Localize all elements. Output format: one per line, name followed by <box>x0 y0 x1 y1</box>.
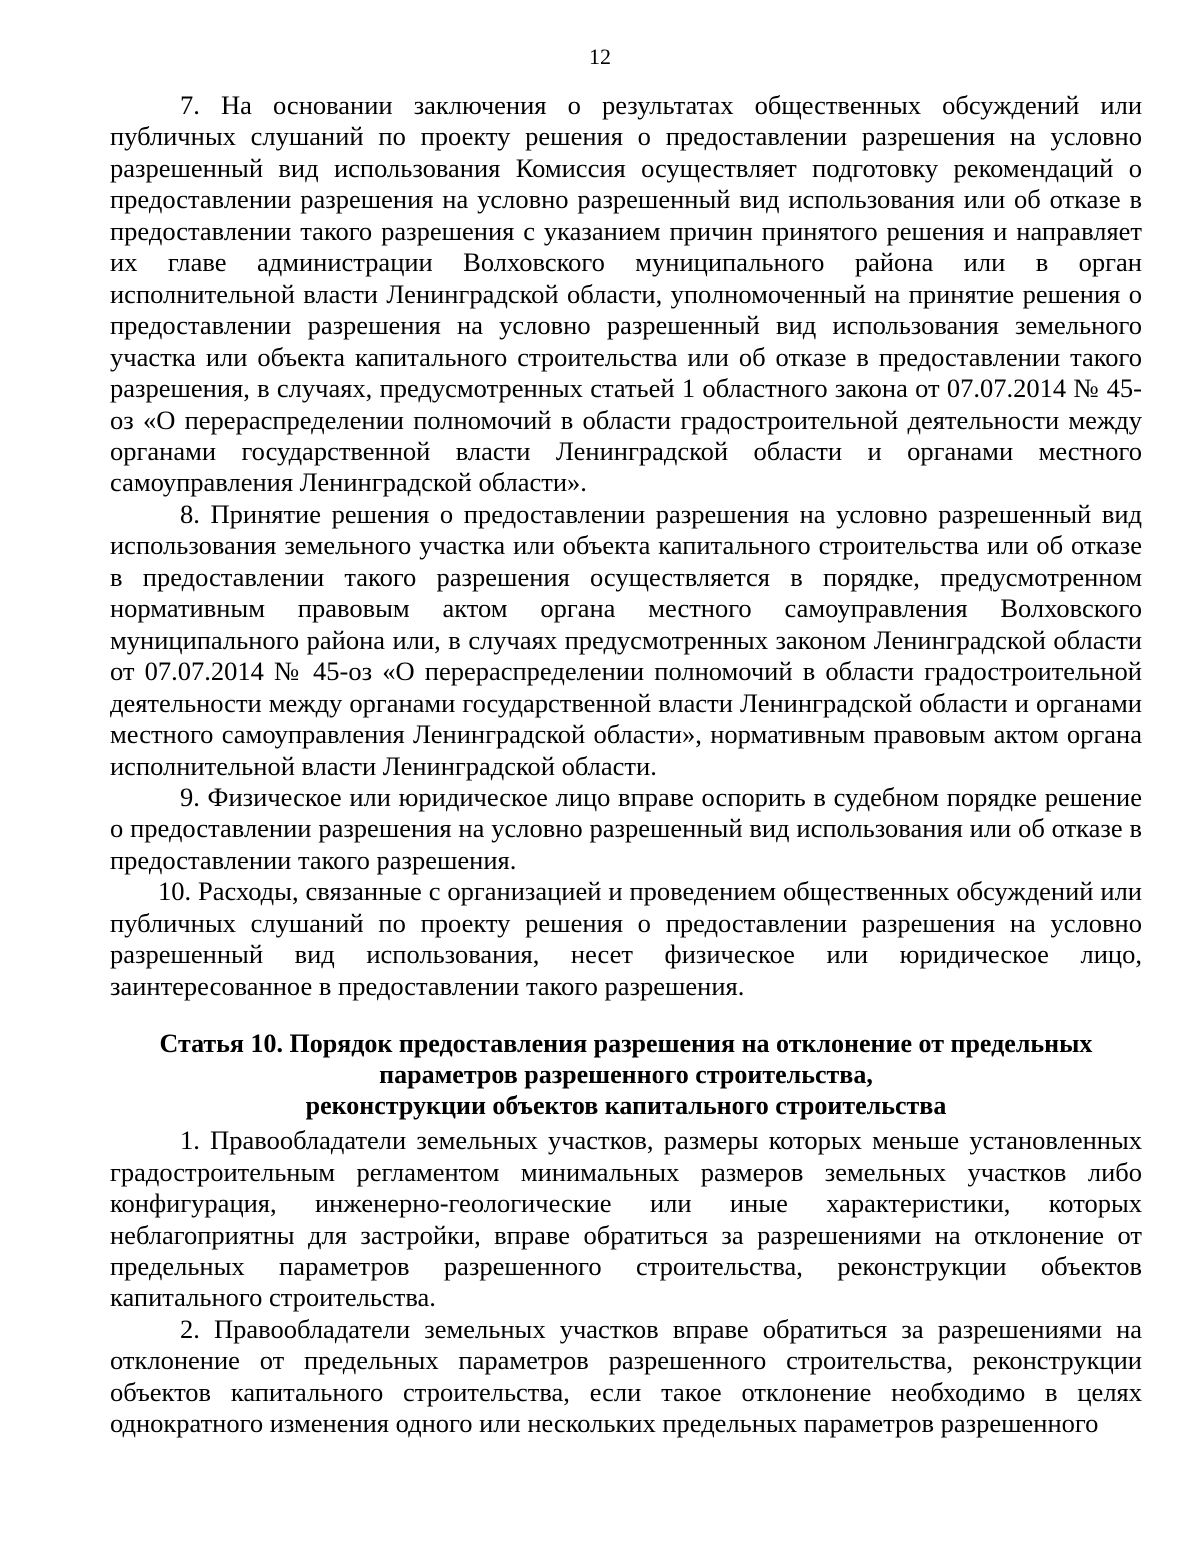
paragraph-number: 1. <box>180 1125 200 1156</box>
paragraph-number: 2. <box>180 1313 200 1344</box>
article-heading-line-2: параметров разрешенного строительства, <box>379 1060 873 1090</box>
paragraph-9 <box>110 782 1142 876</box>
paragraph-text: Принятие решения о предоставлении разрешения на условно разрешенный вид использования земельного участка или объекта капитального строительства или об отказе в предоставлении такого разрешения осуществляется в порядке, предусмотренном нормативным правовым актом органа местного самоуправления Волховского муниципального района или, в случаях предусмотренных законом Ленинградской области от 07.07.2014 № 45-оз «О перераспределении полномочий в области градостроительной деятельности между органами государственной власти Ленинградской области и органами местного самоуправления Ленинградской области», нормативным правовым актом органа исполнительной власти Ленинградской области. <box>110 498 1143 781</box>
paragraph-10 <box>110 876 1142 1002</box>
paragraph-7 <box>110 90 1142 499</box>
article-heading-line-1: Статья 10. Порядок предоставления разрешения на отклонение от предельных <box>159 1029 1093 1059</box>
paragraph-text: На основании заключения о результатах общественных обсуждений или публичных слушаний по проекту решения о предоставлении разрешения на условно разрешенный вид использования Комиссия осуществляет подготовку рекомендаций о предоставлении разрешения на условно разрешенный вид использования или об отказе в предоставлении такого разрешения с указанием причин принятого решения и направляет их главе администрации Волховского муниципального района или в орган исполнительной власти Ленинградской области, уполномоченный на принятие решения о предоставлении разрешения на условно разрешенный вид использования земельного участка или объекта капитального строительства или об отказе в предоставлении такого разрешения, в случаях, предусмотренных статьей 1 областного закона от 07.07.2014 № 45-оз «О перераспределении полномочий в области градостроительной деятельности между органами государственной власти Ленинградской области и органами местного самоуправления Ленинградской области». <box>110 90 1143 498</box>
paragraph-number: 9. <box>180 781 200 812</box>
article-heading <box>110 1028 1142 1121</box>
paragraph-text: Правообладатели земельных участков вправе обратиться за разрешениями на отклонение от предельных параметров разрешенного строительства, реконструкции объектов капитального строительства, если такое отклонение необходимо в целях однократного изменения одного или нескольких предельных параметров разрешенного <box>110 1313 1143 1439</box>
paragraph-text: Расходы, связанные с организацией и проведением общественных обсуждений или публичных слушаний по проекту решения о предоставлении разрешения на условно разрешенный вид использования, несет физическое или юридическое лицо, заинтересованное в предоставлении такого разрешения. <box>110 876 1142 1001</box>
article-heading-line-3: реконструкции объектов капитального строительства <box>305 1091 947 1121</box>
paragraph-8 <box>110 499 1142 782</box>
paragraph-text: Физическое или юридическое лицо вправе оспорить в судебном порядке решение о предоставлении разрешения на условно разрешенный вид использования или об отказе в предоставлении такого разрешения. <box>110 781 1142 875</box>
document-body <box>110 90 1142 1440</box>
article-paragraph-1 <box>110 1125 1142 1314</box>
page-number: 12 <box>589 44 611 69</box>
paragraph-text: Правообладатели земельных участков, размеры которых меньше установленных градостроительным регламентом минимальных размеров земельных участков либо конфигурация, инженерно-геологические или иные характеристики, которых неблагоприятны для застройки, вправе обратиться за разрешениями на отклонение от предельных параметров разрешенного строительства, реконструкции объектов капитального строительства. <box>110 1125 1143 1313</box>
paragraph-number: 7. <box>180 90 200 120</box>
paragraph-number: 10. <box>158 876 192 907</box>
article-paragraph-2 <box>110 1314 1142 1440</box>
paragraph-number: 8. <box>180 498 200 529</box>
